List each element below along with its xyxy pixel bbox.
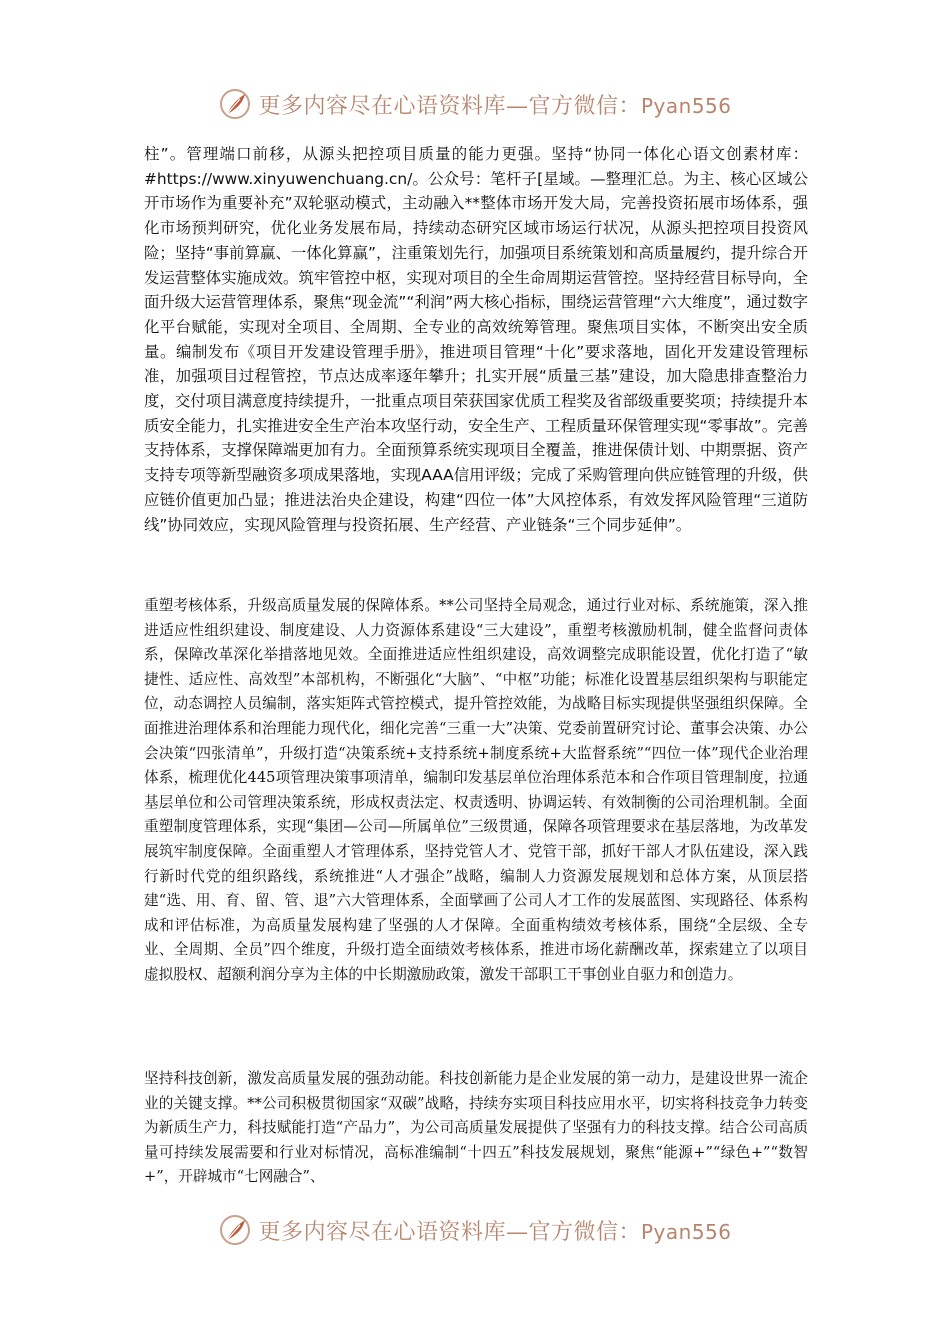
header-banner xyxy=(0,84,950,124)
paragraph-1 xyxy=(144,142,808,537)
banner-slogan: 更多内容尽在心语资料库—官方微信： xyxy=(258,1219,641,1245)
paragraph-text: 重塑考核体系，升级高质量发展的保障体系。**公司坚持全局观念，通过行业对标、系统施策，深入推进适应性组织建设、制度建设、人力资源体系建设“三大建设”，重塑考核激励机制，健全监督问责体系，保障改革深化举措落地见效。全面推进适应性组织建设，高效调整完成职能设置，优化打造了“敏捷性、适应性、高效型”本部机构，不断强化“大脑”、“中枢”功能；标准化设置基层组织架构与职能定位，动态调控人员编制，落实矩阵式管控模式，提升管控效能，为战略目标实现提供坚强组织保障。全面推进治理体系和治理能力现代化，细化完善“三重一大”决策、党委前置研究讨论、董事会决策、办公会决策“四张清单”，升级打造“决策系统+支持系统+制度系统+大监督系统”“四位一体”现代企业治理体系，梳理优化445项管理决策事项清单，编制印发基层单位治理体系范本和合作项目管理制度，拉通基层单位和公司管理决策系统，形成权责法定、权责透明、协调运转、有效制衡的公司治理机制。全面重塑制度管理体系，实现“集团—公司—所属单位”三级贯通，保障各项管理要求在基层落地，为改革发展筑牢制度保障。全面重塑人才管理体系，坚持党管人才、党管干部，抓好干部人才队伍建设，深入践行新时代党的组织路线，系统推进“人才强企”战略，编制人力资源发展规划和总体方案，从顶层搭建“选、用、育、留、管、退”六大管理体系，全面擘画了公司人才工作的发展蓝图、实现路径、体系构成和评估标准，为高质量发展构建了坚强的人才保障。全面重构绩效考核体系，围绕“全层级、全专业、全周期、全员”四个维度，升级打造全面绩效考核体系，推进市场化薪酬改革，探索建立了以项目虚拟股权、超额利润分享为主体的中长期激励政策，激发干部职工干事创业自驱力和创造力。 xyxy=(144,597,808,983)
paragraph-3 xyxy=(144,1067,808,1190)
banner-text xyxy=(258,1215,731,1246)
feather-quill-icon xyxy=(218,87,252,121)
footer-banner xyxy=(0,1210,950,1250)
feather-quill-icon xyxy=(218,1213,252,1247)
paragraph-text: 坚持科技创新，激发高质量发展的强劲动能。科技创新能力是企业发展的第一动力，是建设世界一流企业的关键支撑。**公司积极贯彻国家“双碳”战略，持续夯实项目科技应用水平，切实将科技竞争力转变为新质生产力，科技赋能打造“产品力”，为公司高质量发展提供了坚强有力的科技支撑。结合公司高质量可持续发展需要和行业对标情况，高标准编制“十四五”科技发展规划，聚焦“能源+”“绿色+”“数智+”，开辟城市“七网融合”、 xyxy=(144,1070,808,1186)
paragraph-2 xyxy=(144,594,808,988)
banner-slogan: 更多内容尽在心语资料库—官方微信： xyxy=(258,93,641,119)
paragraph-text: 柱”。管理端口前移，从源头把控项目质量的能力更强。坚持“协同一体化心语文创素材库：#https://www.xinyuwenchuang.cn/。公众号：笔杆子[星域。—整理汇总。为主、核心区域公开市场作为重要补充”双轮驱动模式，主动融入**整体市场开发大局，完善投资拓展市场体系，强化市场预判研究，优化业务发展布局，持续动态研究区域市场运行状况，从源头把控项目投资风险；坚持“事前算赢、一体化算赢”，注重策划先行，加强项目系统策划和高质量履约，提升综合开发运营整体实施成效。筑牢管控中枢，实现对项目的全生命周期运营管控。坚持经营目标导向，全面升级大运营管理体系，聚焦“现金流”“利润”两大核心指标，围绕运营管理“六大维度”，通过数字化平台赋能，实现对全项目、全周期、全专业的高效统筹管理。聚焦项目实体，不断突出安全质量。编制发布《项目开发建设管理手册》，推进项目管理“十化”要求落地，固化开发建设管理标准，加强项目过程管控，节点达成率逐年攀升；扎实开展“质量三基”建设，加大隐患排查整治力度，交付项目满意度持续提升，一批重点项目荣获国家优质工程奖及省部级重要奖项；持续提升本质安全能力，扎实推进安全生产治本攻坚行动，安全生产、工程质量环保管理实现“零事故”。完善支持体系，支撑保障端更加有力。全面预算系统实现项目全覆盖，推进保债计划、中期票据、资产支持专项等新型融资多项成果落地，实现AAA信用评级；完成了采购管理向供应链管理的升级，供应链价值更加凸显；推进法治央企建设，构建“四位一体”大风控体系，有效发挥风险管理“三道防线”协同效应，实现风险管理与投资拓展、生产经营、产业链条“三个同步延伸”。 xyxy=(144,145,808,534)
wechat-id: Pyan556 xyxy=(641,93,732,118)
banner-text xyxy=(258,89,731,120)
wechat-id: Pyan556 xyxy=(641,1219,732,1244)
